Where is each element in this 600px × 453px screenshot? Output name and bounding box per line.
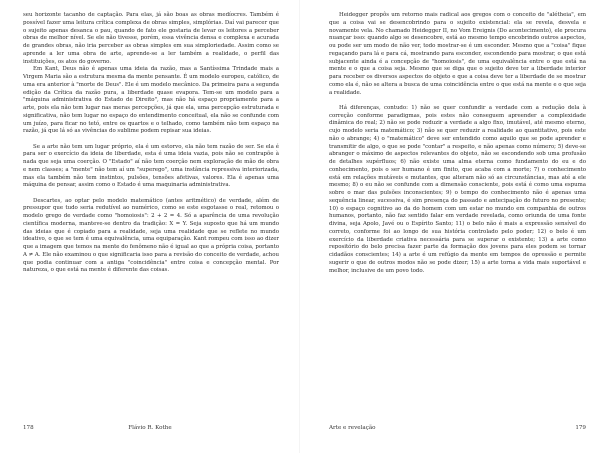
paragraph: Heidegger propôs um retorno mais radical aos gregos com o conceito de "alétheia", em que a coisa vai se desencobrindo para o sujeito existencial: ela se revela, desvela e novamente vela. No chamado Heidegger II, no Vom Ereignis (Do acontecimento), ele procura nuançar isso: quando algo se desencobre, está ao mesmo tempo encobrindo outros aspectos, ou pode ser um modo de não ver, todo mostrar-se é um esconder. Mesmo que a "coisa" fique regaçando para lá e para cá, mostrando para esconder, escondendo para mostrar, o que está subjacente ainda é a concepção de "homoiosis", de uma equivalência entre o que está na mente e o que a coisa seja. Mesmo que se diga que o sujeito deve ter a liberdade interior para receber os diversos aspectos do objeto e que a coisa deve ter a liberdade de se mostrar como ela é, não se altera a busca de uma coincidência entre o que está na mente e o que seja a realidade. (329, 12, 586, 96)
right-page-body (329, 12, 586, 275)
paragraph: Em Kant, Deus não é apenas uma ideia da razão, mas a Santíssima Trindade mais a Virgem Maria são a estrutura mesma da mente pensante. É um modelo europeu, católico, de uma era anterior à "morte de Deus". Ele é um modelo mecânico. Da primeira para a segunda edição da Crítica da razão pura, a liberdade quase evapora. Tem-se um modelo para a "máquina administrativa do Estado de Direito", mas não há espaço propriamente para a arte, pois ela não tem lugar nas meras percepções, já que ela, uma percepção estruturada e significativa, não tem lugar no espaço do entendimento conceitual, ela não se confunde com um juízo, para ficar no tetó, entre os quartos e o telhado, como também não tem espaço na razão, já que lá só as vivências do sublime podem repisar sua ideias. (23, 66, 279, 135)
paragraph: Há diferenças, contudo: 1) não se quer confundir a verdade com a redução dela à correção conforme paradigmas, pois estes não conseguem apreender a complexidade dinâmica do real; 2) não se pode reduzir a verdade a algo fixo, imutável, até mesmo eterno, cujo modelo seria matemático; 3) não se quer reduzir a realidade ao quantitativo, pois este não o abrange; 4) o "matemático" deve ser entendido como aquilo que se pode aprender e transmitir de algo, o que se pode "contar" a respeito, e não apenas como número; 5) deve-se abranger o máximo de aspectos relevantes do objeto, não se escondendo sob uma profusão de detalhes supérfluos; 6) não existe uma alma eterna como fundamento do eu e do conhecimento, pois o ser humano é um finito, que acaba com a morte; 7) o conhecimento está em relações mutáveis e mutantes, que alteram não só as circunstâncias, mas até a ele mesmo; 8) o eu não se confunde com a dimensão consciente, pois está é como uma espuma sobre o mar das pulsões inconscientes; 9) o tempo do conhecimento não é apenas uma sequência linear, sucessiva, é sim presença do passado e antecipação do futuro no presente; 10) o espaço cognitivo ao da do homem com um estar no mundo em companhia de outros humanos, portanto, não faz sentido falar em verdade revelada, como oriunda de uma fonte divina, seja Apolo, Javé ou o Espírito Santo; 11) o belo não é mais a expressão sensível do correto, conforme foi ao longo de sua história controlado pelo poder; 12) o belo é um exercício da liberdade criativa necessária para se superar o existente; 13) a arte como repositório do belo precisa fazer parte da formação dos jovens para eles podem se tornar cidadãos conscientes; 14) a arte é um refúgio da mente em tempos de opressão e permite sugerir o que de outros modos não se pode dizer; 15) a arte torna a vida mais suportável e melhor, inclusive de um povo todo. (329, 104, 586, 274)
left-page-number: 178 (23, 425, 34, 431)
paragraph: Se a arte não tem um lugar próprio, ela é um estorvo, ela não tem razão de ser. Se ela é para ser o exercício da ideia de liberdade, esta é uma ideia vazia, pois não se contrapõe à nada que seja uma coerção. O "Estado" aí não tem coerção nem exploração de mão de obra e nem classes; a "mente" não tem aí um "superego", uma instância repressiva interiorizada, mas ela também não tem instintos, pulsões, tensões afetivas, valores. Ela é apenas uma máquina de pensar, assim como o Estado é uma maquinaria administrativa. (23, 143, 279, 189)
right-page (300, 0, 600, 453)
running-footer-author: Flávio R. Kothe (128, 425, 172, 431)
left-page-body (23, 12, 279, 275)
paragraph: seu horizonte tacanho de captação. Para elas, já são boas as obras medíocres. Também é possível fazer uma leitura crítica complexa de obras simples, simplórias. Daí vai parecer que o sujeito apenas desanca o pau, quando de fato ele gostaria de levar os leitores a perceber obras de melhor nível. Se ele não tivesse, porém, essa vivência densa e complexa e acurada de grandes obras, não iria perceber as obras simples em sua simploriedade. Assim como se aprende a ler uma obra de arte, aprende-se a ler também a realidade, o perfil das instituições, os atos do governo. (23, 12, 279, 65)
paragraph: Descartes, ao optar pelo modelo matemático (antes aritmético) de verdade, além de pressupor que tudo seria redutível ao numérico, como se este esgotasse o real, retomou o modelo grego de verdade como "homoiosis": 2 + 2 = 4. Só a aparência de uma revolução científica moderna, manteve-se dentro da tradição: X = Y. Seja suposto que há um mundo das ideias que é copiado para a realidade, seja uma realidade que se reflete no mundo ideativo, o que se tem é uma equivalência, uma equiparação. Kant rompeu com isso ao dizer que a imagem que temos na mente do fenômeno não é igual ao que a própria coisa, portanto A ≠ A. Ele não examinou o que significaria isso para a revisão do conceito de verdade, achou que podia continuar com a antiga "coincidência" entre coisa e concepção mental. Por natureza, o que está na mente é diferente das coisas. (23, 197, 279, 274)
running-footer-title: Arte e revelação (329, 425, 376, 431)
right-page-number: 179 (575, 425, 586, 431)
